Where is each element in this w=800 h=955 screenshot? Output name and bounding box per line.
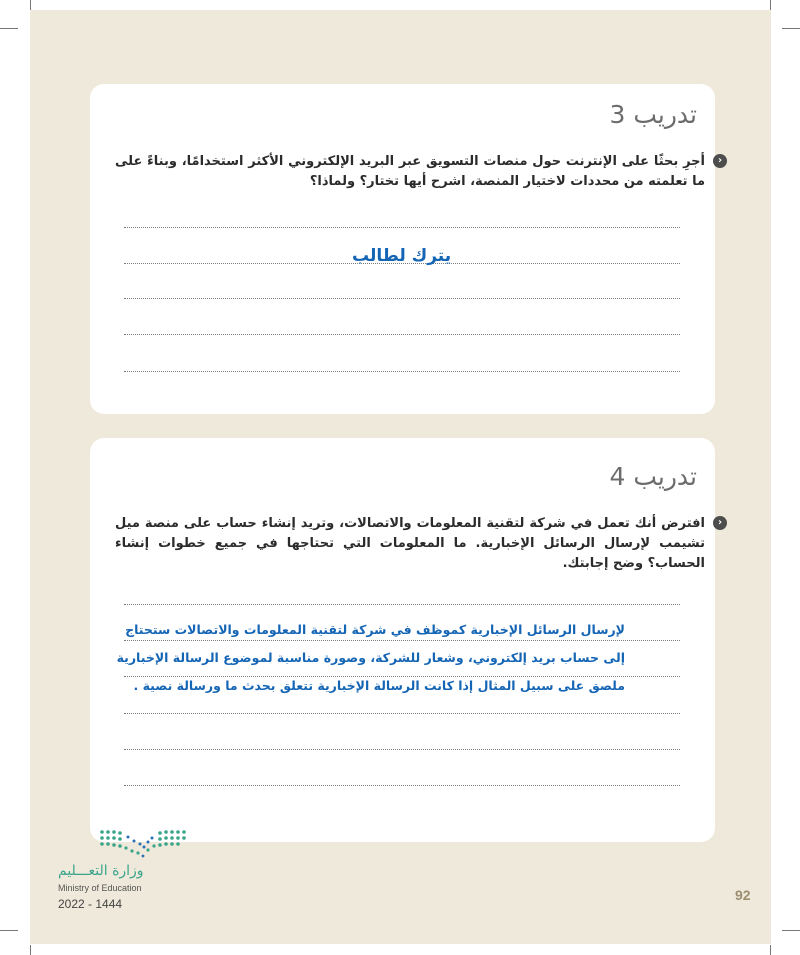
exercise-4-title: تدريب 4 — [609, 462, 697, 491]
exercise-3-prompt-text: أجرِ بحثًا على الإنترنت حول منصات التسويق عبر البريد الإلكتروني الأكثر استخدامًا، وبناءً على ما تعلمته من محددات لاختيار المنصة، اشرح أيها تختار؟ ولماذا؟ — [115, 154, 705, 189]
chevron-left-icon: ‹ — [713, 154, 727, 168]
handwritten-answer-line: لإرسال الرسائل الإخبارية كموظف في شركة لتقنية المعلومات والاتصالات ستحتاج — [125, 622, 625, 637]
ministry-name-arabic: وزارة التعـــليم — [58, 863, 144, 879]
answer-line — [124, 371, 680, 372]
handwritten-answer: يترك لطالب — [352, 246, 452, 266]
answer-line — [124, 676, 680, 677]
answer-line — [124, 604, 680, 605]
crop-mark — [30, 945, 31, 955]
crop-mark — [0, 28, 18, 29]
crop-mark — [770, 0, 771, 10]
crop-mark — [770, 945, 771, 955]
crop-mark — [782, 930, 800, 931]
handwritten-answer-line: ملصق على سبيل المثال إذا كانت الرسالة الإخبارية تتعلق بحدث ما ورسالة نصية . — [133, 678, 625, 693]
exercise-3-card — [90, 84, 723, 414]
answer-line — [124, 640, 680, 641]
answer-line — [124, 334, 680, 335]
ministry-name-english: Ministry of Education — [58, 883, 142, 893]
exercise-4-prompt-text: افترض أنك تعمل في شركة لتقنية المعلومات والاتصالات، وتريد إنشاء حساب على منصة ميل تشيمب لإرسال الرسائل الإخبارية. ما المعلومات التي تحتاجها في جميع خطوات إنشاء الحساب؟ وضح إجابتك. — [115, 516, 705, 571]
ministry-logo-icon — [98, 828, 190, 860]
edition-year: 2022 - 1444 — [58, 897, 123, 911]
exercise-4-card — [90, 438, 723, 842]
crop-mark — [30, 0, 31, 10]
page-number: 92 — [735, 887, 751, 903]
chevron-left-icon: ‹ — [713, 516, 727, 530]
answer-line — [124, 713, 680, 714]
answer-line — [124, 785, 680, 786]
exercise-3-title: تدريب 3 — [609, 100, 697, 129]
answer-line — [124, 749, 680, 750]
answer-line — [124, 227, 680, 228]
handwritten-answer-line: إلى حساب بريد إلكتروني، وشعار للشركة، وصورة مناسبة لموضوع الرسالة الإخبارية — [116, 650, 625, 665]
crop-mark — [0, 930, 18, 931]
exercise-4-prompt — [115, 514, 723, 574]
exercise-3-prompt — [115, 152, 723, 192]
crop-mark — [782, 28, 800, 29]
answer-line — [124, 298, 680, 299]
